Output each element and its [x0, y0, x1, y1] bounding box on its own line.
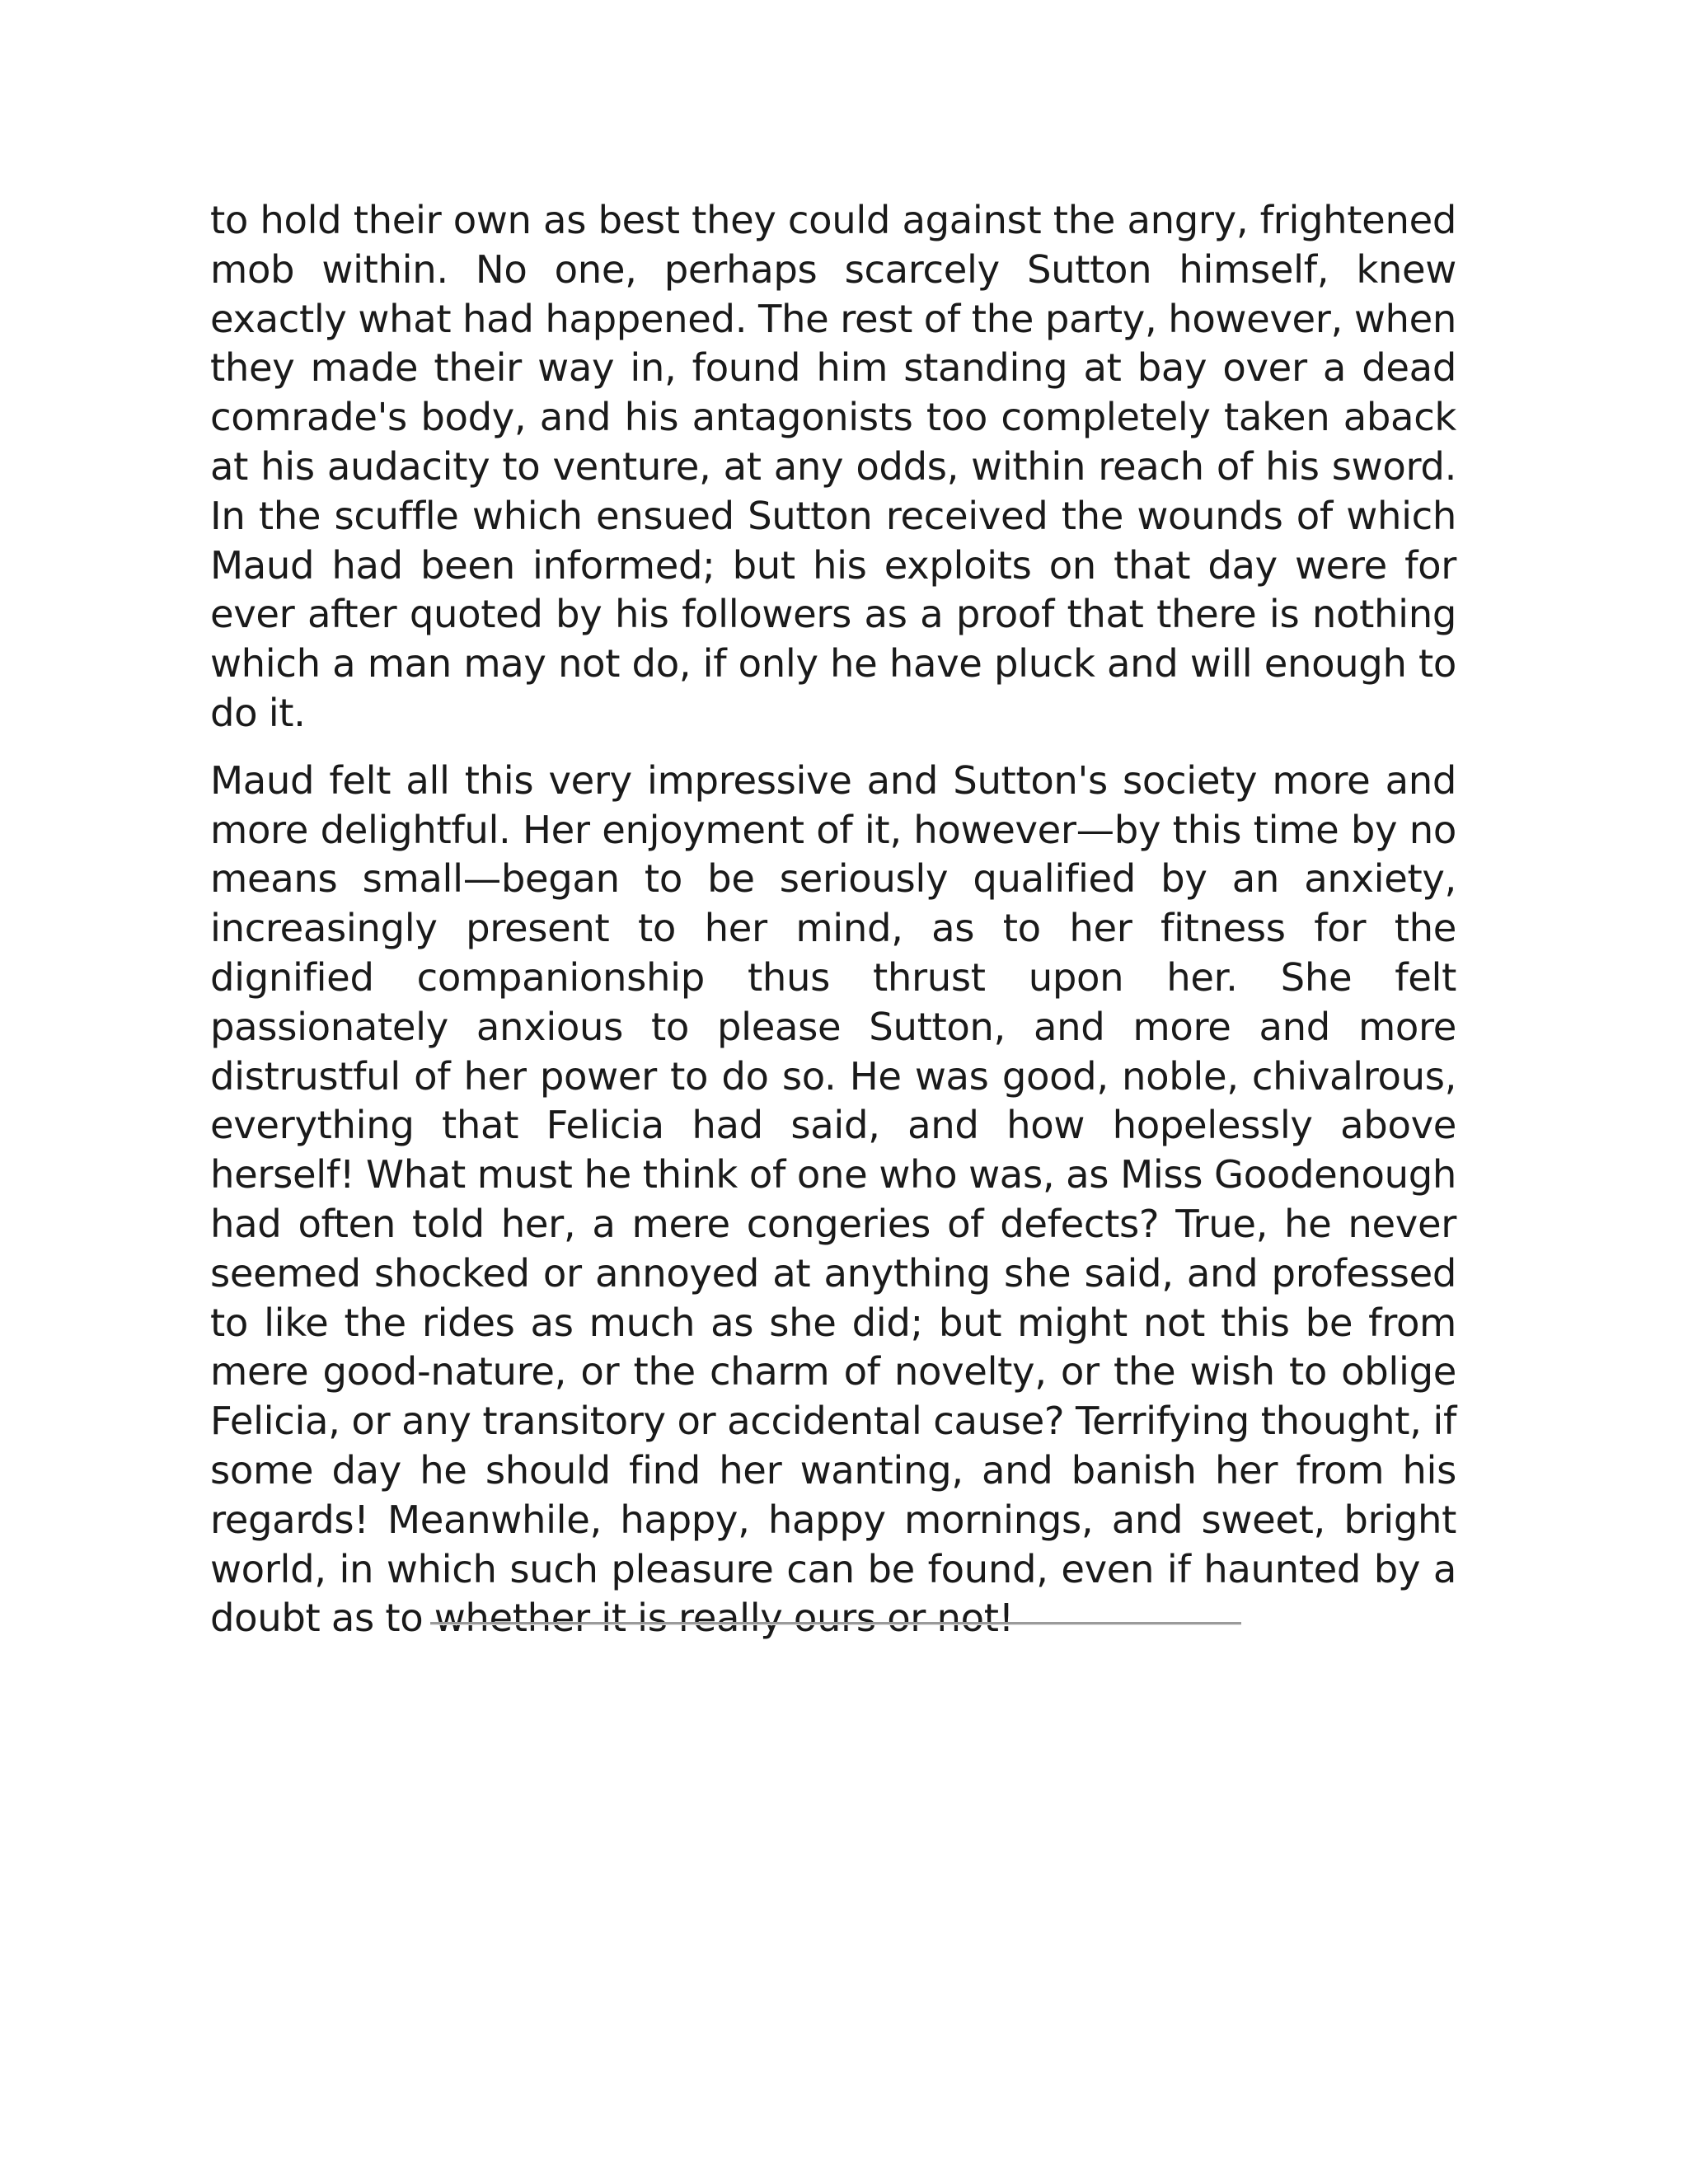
- paragraph-1: to hold their own as best they could against the angry, frightened mob within. No one, perhaps scarcely Sutton himself, knew exactly what had happened. The rest of the party, however, when they made their way in, found him standing at bay over a dead comrade's body, and his antagonists too completely taken aback at his audacity to venture, at any odds, within reach of his sword. In the scuffle which ensued Sutton received the wounds of which Maud had been informed; but his exploits on that day were for ever after quoted by his followers as a proof that there is nothing which a man may not do, if only he have pluck and will enough to do it.: [210, 198, 1456, 735]
- section-divider: [430, 1622, 1241, 1625]
- page-body: [210, 196, 1456, 1643]
- paragraph-2: Maud felt all this very impressive and Sutton's society more and more delightful. Her enjoyment of it, however—by this time by no means small—began to be seriously qualified by an anxiety, increasingly present to her mind, as to her fitness for the dignified companionship thus thrust upon her. She felt passionately anxious to please Sutton, and more and more distrustful of her power to do so. He was good, noble, chivalrous, everything that Felicia had said, and how hopelessly above herself! What must he think of one who was, as Miss Goodenough had often told her, a mere congeries of defects? True, he never seemed shocked or annoyed at anything she said, and professed to like the rides as much as she did; but might not this be from mere good-nature, or the charm of novelty, or the wish to oblige Felicia, or any transitory or accidental cause? Terrifying thought, if some day he should find her wanting, and banish her from his regards! Meanwhile, happy, happy mornings, and sweet, bright world, in which such pleasure can be found, even if haunted by a doubt as to whether it is really ours or not!: [210, 757, 1456, 1641]
